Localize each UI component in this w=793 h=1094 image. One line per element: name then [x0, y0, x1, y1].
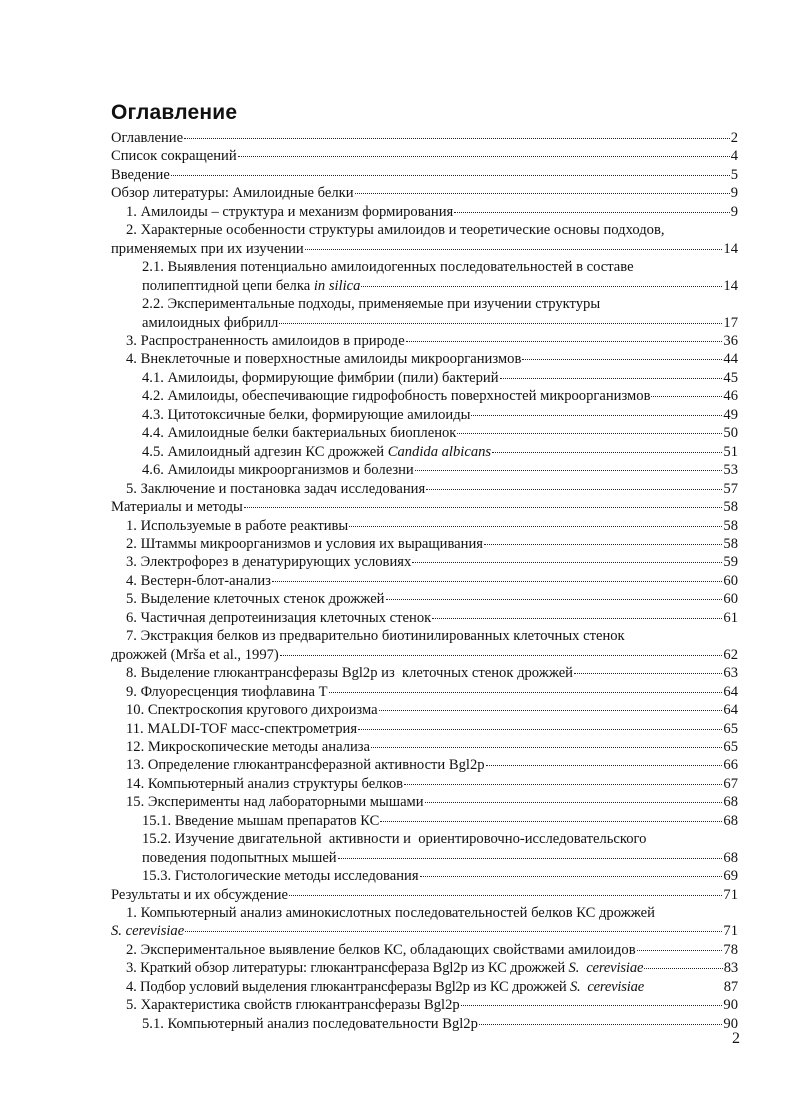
toc-entry-title: 1. Компьютерный анализ аминокислотных последовательностей белков КС дрожжей [126, 905, 655, 922]
toc-entry[interactable] [111, 830, 738, 867]
toc-entry-title: 2. Штаммы микроорганизмов и условия их выращивания [126, 535, 483, 552]
toc-entry-title-continued: применяемых при их изучении [111, 240, 304, 257]
toc-entry-page: 64 [723, 683, 738, 700]
toc-entry-title: 4.6. Амилоиды микроорганизмов и болезни [142, 462, 414, 479]
toc-entry[interactable] [111, 221, 738, 258]
toc-entry-title: Результаты и их обсуждение [111, 886, 288, 903]
toc-entry-page: 5 [730, 166, 738, 183]
toc-entry[interactable] [111, 867, 738, 885]
dot-leader [171, 175, 730, 176]
dot-leader [461, 1005, 723, 1006]
toc-entry-title: 1. Амилоиды – структура и механизм формирования [126, 203, 454, 220]
dot-leader [425, 802, 723, 803]
toc-entry-page: 90 [723, 997, 738, 1014]
dot-leader [338, 858, 723, 859]
dot-leader [486, 765, 723, 766]
toc-entry-title: Введение [111, 166, 170, 183]
dot-leader [432, 618, 722, 619]
toc-entry[interactable] [111, 332, 738, 350]
toc-entry-page: 51 [723, 443, 738, 460]
toc-entry-title: 2.2. Экспериментальные подходы, применяемые при изучении структуры [142, 296, 601, 313]
dot-leader [386, 599, 723, 600]
toc-entry[interactable] [111, 1015, 738, 1033]
toc-entry-page: 45 [723, 369, 738, 386]
toc-entry-page: 83 [723, 960, 738, 977]
toc-entry[interactable] [111, 498, 738, 516]
dot-leader [358, 729, 722, 730]
toc-entry-title: 13. Определение глюкантрансферазной активности Bgl2p [126, 757, 485, 774]
dot-leader [412, 562, 722, 563]
page-number: 2 [732, 1030, 740, 1047]
toc-entry[interactable] [111, 738, 738, 756]
toc-entry[interactable] [111, 775, 738, 793]
toc-entry-title: 1. Используемые в работе реактивы [126, 517, 349, 534]
toc-entry[interactable] [111, 664, 738, 682]
toc-entry-page: 66 [723, 757, 738, 774]
dot-leader [184, 138, 730, 139]
dot-leader [379, 710, 723, 711]
toc-entry-title-continued: амилоидных фибрилл [142, 314, 279, 331]
toc-entry-title: 5. Заключение и постановка задач исследования [126, 480, 426, 497]
toc-entry-page: 58 [723, 535, 738, 552]
toc-entry-title: 4.1. Амилоиды, формирующие фимбрии (пили) бактерий [142, 369, 499, 386]
toc-entry[interactable] [111, 978, 738, 996]
dot-leader [329, 692, 723, 693]
toc-entry-page: 68 [723, 794, 738, 811]
dot-leader [280, 655, 723, 656]
dot-leader [415, 470, 723, 471]
toc-entry-title: 8. Выделение глюкантрансферазы Bgl2p из клеточных стенок дрожжей [126, 665, 573, 682]
dot-leader [644, 968, 722, 969]
toc-entry-page: 65 [723, 720, 738, 737]
dot-leader [305, 249, 723, 250]
toc-entry-title-continued: поведения подопытных мышей [142, 849, 337, 866]
toc-entry-page: 59 [723, 554, 738, 571]
dot-leader [420, 876, 723, 877]
dot-leader [454, 212, 729, 213]
page-title: Оглавление [111, 101, 238, 124]
toc-entry[interactable] [111, 184, 738, 202]
toc-entry[interactable] [111, 129, 738, 147]
toc-entry[interactable] [111, 406, 738, 424]
toc-entry-page: 87 [723, 978, 738, 995]
toc-entry[interactable] [111, 369, 738, 387]
toc-entry-page: 4 [730, 148, 738, 165]
toc-entry[interactable] [111, 295, 738, 332]
dot-leader [471, 415, 722, 416]
toc-entry-title: 6. Частичная депротеинизация клеточных стенок [126, 609, 432, 626]
toc-entry-title: Оглавление [111, 130, 184, 146]
toc-entry-title: 15. Эксперименты над лабораторными мышами [126, 794, 424, 811]
toc-entry[interactable] [111, 461, 738, 479]
toc-entry-title-continued: дрожжей (Mrša et al., 1997) [111, 646, 279, 663]
toc-entry-title: 12. Микроскопические методы анализа [126, 738, 371, 755]
toc-entry-title: 5. Выделение клеточных стенок дрожжей [126, 591, 385, 608]
dot-leader [289, 895, 722, 896]
toc-entry-page: 60 [723, 591, 738, 608]
toc-entry-page: 57 [723, 480, 738, 497]
dot-leader [380, 821, 722, 822]
dot-leader [457, 433, 722, 434]
toc-entry-page: 61 [723, 609, 738, 626]
dot-leader [361, 286, 722, 287]
toc-entry[interactable] [111, 996, 738, 1014]
table-of-contents [111, 129, 738, 1033]
toc-entry-page: 9 [730, 185, 738, 202]
toc-entry-page: 90 [723, 1015, 738, 1032]
toc-entry-italic: S. cerevisiae [111, 923, 185, 940]
toc-entry-page: 78 [723, 941, 738, 958]
dot-leader [574, 673, 722, 674]
toc-entry[interactable] [111, 424, 738, 442]
toc-entry-title: 14. Компьютерный анализ структуры белков [126, 775, 404, 792]
toc-entry-title: 5.1. Компьютерный анализ последовательности Bgl2p [142, 1015, 478, 1032]
toc-entry-page: 68 [723, 849, 738, 866]
toc-entry-italic: S. cerevisiae [569, 978, 644, 995]
toc-entry-title: 15.2. Изучение двигательной активности и ориентировочно-исследовательского [142, 831, 647, 848]
toc-entry-title: 4.5. Амилоидный адгезин КС дрожжей [142, 443, 388, 460]
toc-entry-page: 2 [730, 130, 738, 146]
toc-entry-title: Материалы и методы [111, 499, 243, 516]
toc-entry-page: 53 [723, 462, 738, 479]
toc-entry[interactable] [111, 683, 738, 701]
dot-leader [406, 341, 723, 342]
toc-entry[interactable] [111, 443, 738, 461]
toc-entry-page: 46 [723, 388, 738, 405]
toc-entry-title: 3. Краткий обзор литературы: глюкантрансфераза Bgl2p из КС дрожжей [126, 960, 569, 977]
toc-entry-title: 2.1. Выявления потенциально амилоидогенных последовательностей в составе [142, 259, 634, 276]
dot-leader [355, 193, 730, 194]
toc-entry-page: 64 [723, 702, 738, 719]
toc-entry[interactable] [111, 572, 738, 590]
toc-entry[interactable] [111, 480, 738, 498]
toc-entry-title: 15.3. Гистологические методы исследования [142, 868, 419, 885]
toc-entry[interactable] [111, 166, 738, 184]
dot-leader [371, 747, 722, 748]
toc-entry-page: 62 [723, 646, 738, 663]
toc-entry-title: 7. Экстракция белков из предварительно биотинилированных клеточных стенок [126, 628, 625, 645]
toc-entry-title: 10. Спектроскопия кругового дихроизма [126, 702, 378, 719]
toc-entry-title: 15.1. Введение мышам препаратов КС [142, 812, 380, 829]
toc-entry-title: 5. Характеристика свойств глюкантрансферазы Bgl2p [126, 997, 460, 1014]
dot-leader [522, 359, 722, 360]
toc-entry-title: 4. Внеклеточные и поверхностные амилоиды микроорганизмов [126, 351, 522, 368]
toc-entry-title: 4.3. Цитотоксичные белки, формирующие амилоиды [142, 406, 471, 423]
toc-entry-page: 71 [723, 923, 738, 940]
toc-entry-page: 67 [723, 775, 738, 792]
dot-leader [279, 323, 722, 324]
toc-entry[interactable] [111, 756, 738, 774]
toc-entry[interactable] [111, 959, 738, 977]
toc-entry[interactable] [111, 904, 738, 941]
dot-leader [404, 784, 722, 785]
toc-entry-italic: S. cerevisiae [568, 960, 644, 977]
toc-entry-title: 4.2. Амилоиды, обеспечивающие гидрофобность поверхностей микроорганизмов [142, 388, 651, 405]
toc-entry-title: 4. Вестерн-блот-анализ [126, 572, 271, 589]
toc-entry[interactable] [111, 701, 738, 719]
toc-entry[interactable] [111, 590, 738, 608]
dot-leader [272, 581, 723, 582]
toc-entry[interactable] [111, 812, 738, 830]
toc-entry[interactable] [111, 941, 738, 959]
toc-entry-italic: Candida albicans [387, 443, 492, 460]
toc-entry-title: 4. Подбор условий выделения глюкантрансферазы Bgl2p из КС дрожжей [126, 978, 570, 995]
dot-leader [637, 950, 723, 951]
toc-entry-title: 4.4. Амилоидные белки бактериальных биопленок [142, 425, 457, 442]
dot-leader [500, 378, 723, 379]
toc-entry[interactable] [111, 553, 738, 571]
toc-entry-page: 65 [723, 738, 738, 755]
toc-entry-page: 36 [723, 332, 738, 349]
dot-leader [349, 526, 722, 527]
toc-entry-page: 60 [723, 572, 738, 589]
dot-leader [492, 452, 722, 453]
dot-leader [185, 931, 722, 932]
toc-entry-title: 2. Экспериментальное выявление белков КС, обладающих свойствами амилоидов [126, 941, 636, 958]
toc-entry-title: Список сокращений [111, 148, 237, 165]
toc-entry-page: 14 [723, 277, 738, 294]
toc-entry-page: 14 [723, 240, 738, 257]
dot-leader [244, 507, 723, 508]
toc-entry-page: 17 [723, 314, 738, 331]
toc-entry-page: 71 [723, 886, 738, 903]
toc-entry-title: 9. Флуоресценция тиофлавина Т [126, 683, 328, 700]
toc-entry-page: 58 [723, 499, 738, 516]
toc-entry-page: 63 [723, 665, 738, 682]
toc-entry-page: 9 [730, 203, 738, 220]
toc-entry-title: 3. Распространенность амилоидов в природе [126, 332, 405, 349]
toc-entry-page: 49 [723, 406, 738, 423]
toc-entry-title: 2. Характерные особенности структуры амилоидов и теоретические основы подходов, [126, 222, 665, 239]
toc-entry-italic: in silica [313, 277, 361, 294]
dot-leader [484, 544, 722, 545]
toc-entry-title: 11. MALDI-TOF масс-спектрометрия [126, 720, 358, 737]
toc-entry[interactable] [111, 793, 738, 811]
toc-entry-page: 50 [723, 425, 738, 442]
toc-entry-page: 69 [723, 868, 738, 885]
toc-entry[interactable] [111, 350, 738, 368]
toc-entry[interactable] [111, 609, 738, 627]
toc-entry-page: 44 [723, 351, 738, 368]
toc-entry[interactable] [111, 535, 738, 553]
toc-entry-page: 68 [723, 812, 738, 829]
toc-entry-title: 3. Электрофорез в денатурирующих условиях [126, 554, 412, 571]
toc-entry[interactable] [111, 886, 738, 904]
toc-entry[interactable] [111, 147, 738, 165]
dot-leader [238, 156, 730, 157]
toc-entry-page: 58 [723, 517, 738, 534]
toc-entry-title-continued: полипептидной цепи белка [142, 277, 314, 294]
toc-entry[interactable] [111, 517, 738, 535]
dot-leader [479, 1024, 723, 1025]
toc-entry[interactable] [111, 258, 738, 295]
toc-entry[interactable] [111, 627, 738, 664]
toc-entry[interactable] [111, 203, 738, 221]
toc-entry-title: Обзор литературы: Амилоидные белки [111, 185, 354, 202]
toc-entry[interactable] [111, 720, 738, 738]
dot-leader [651, 396, 722, 397]
toc-entry[interactable] [111, 387, 738, 405]
dot-leader [426, 489, 722, 490]
